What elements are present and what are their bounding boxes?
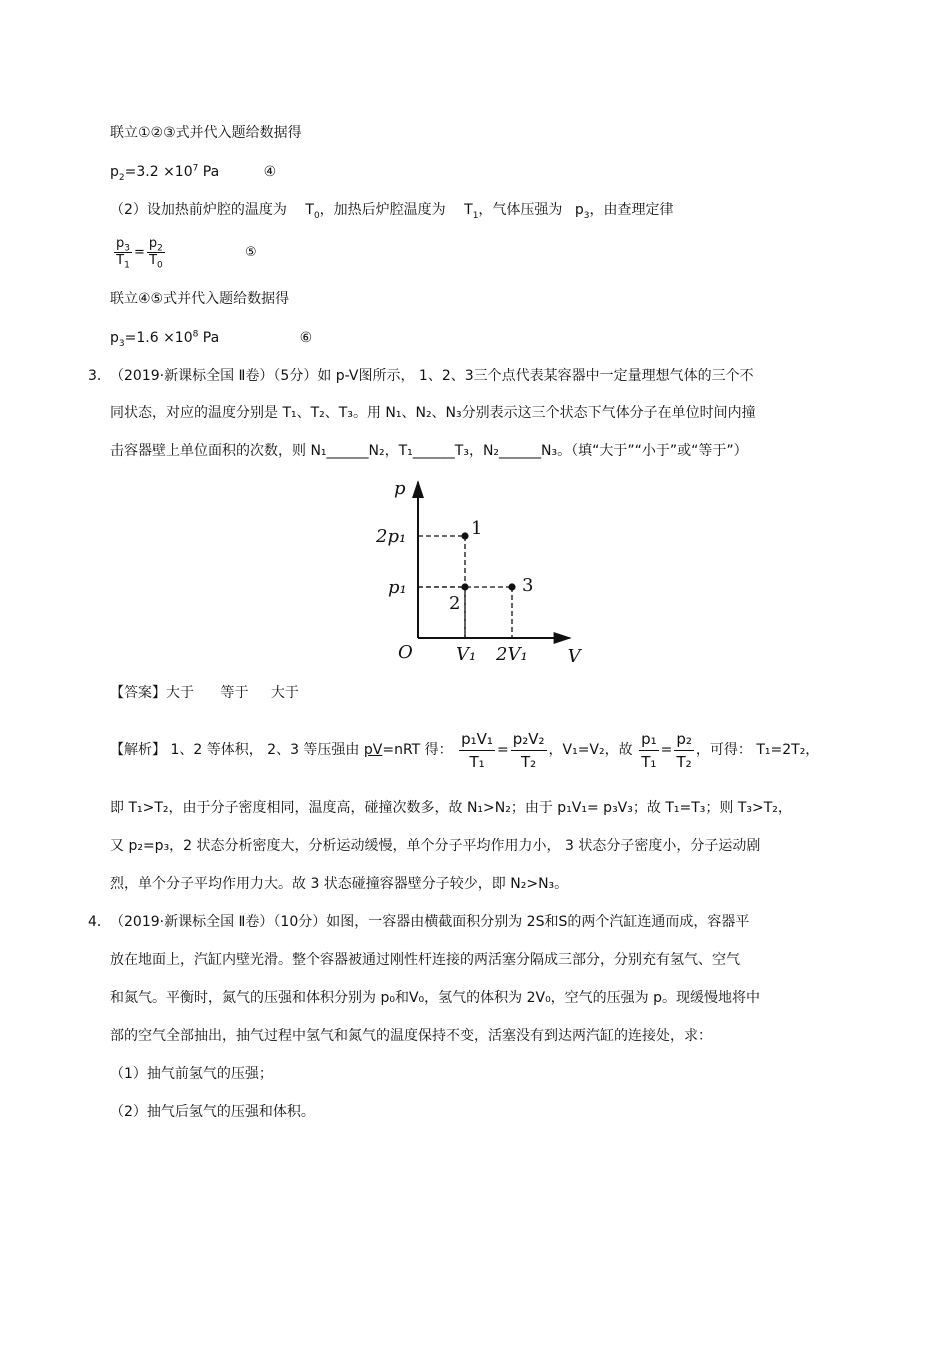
- part2-text-d: ，由查理定律: [589, 202, 674, 218]
- answer-line: [110, 683, 299, 703]
- fraction-p2-over-t0: [147, 236, 165, 269]
- t1-symbol: T: [464, 202, 473, 218]
- f5-num1-sub: 3: [124, 243, 130, 254]
- answer-label: 【答案】: [110, 685, 166, 701]
- af-equals-1: =: [496, 742, 509, 758]
- p3-subscript: 3: [583, 210, 590, 221]
- x-tick-label-1: V₁: [456, 644, 477, 665]
- answer-1: 大于: [166, 685, 194, 701]
- af1-den: T₁: [469, 752, 485, 771]
- text-line-part2-setup: [110, 200, 674, 220]
- x-axis-label: V: [567, 646, 581, 667]
- data-point-1: [461, 532, 468, 539]
- equation-number-4: ④: [263, 164, 277, 180]
- analysis-line-4: 烈，单个分子平均作用力大。故 3 状态碰撞容器壁分子较少，即 N₂>N₃。: [110, 876, 569, 892]
- af4-den: T₂: [676, 752, 692, 771]
- t0-symbol: T: [305, 202, 314, 218]
- point-label-2: 2: [449, 593, 461, 614]
- formula-charles-law: [112, 236, 257, 269]
- f5-den1-sub: 1: [124, 260, 130, 271]
- y-tick-label-2: 2p₁: [376, 526, 407, 547]
- y-axis-label: p: [394, 478, 406, 500]
- af2-den: T₂: [521, 752, 537, 771]
- origin-label: O: [398, 642, 413, 663]
- analysis-line-3: 又 p₂=p₃，2 状态分析密度大，分析运动缓慢，单个分子平均作用力小， 3 状态分子密度小，分子运动剧: [110, 838, 761, 854]
- equation-number-5: ⑤: [245, 245, 257, 260]
- analysis-line-2: 即 T₁>T₂，由于分子密度相同，温度高，碰撞次数多，故 N₁>N₂；由于 p₁V₁= p₃V₃；故 T₁=T₃；则 T₃>T₂，: [110, 800, 792, 816]
- analysis-label: 【解析】: [110, 742, 166, 758]
- fraction-p3-over-t1: [114, 236, 132, 269]
- text-line-combine-2: 联立④⑤式并代入题给数据得: [110, 291, 290, 307]
- p3r-symbol: p: [110, 330, 119, 346]
- fraction-p1-over-t1: [639, 728, 659, 773]
- p2-unit: Pa: [198, 164, 220, 180]
- af1-num: p₁V₁: [459, 728, 495, 751]
- p2-exponent: 7: [192, 163, 199, 174]
- p2-symbol: p: [110, 164, 119, 180]
- af3-den: T₁: [641, 752, 657, 771]
- question-4-line-6: （2）抽气后氢气的压强和体积。: [110, 1104, 315, 1120]
- f5-den2-sub: 0: [157, 260, 163, 271]
- analysis-text-d: ，可得： T₁=2T₂，: [695, 742, 820, 758]
- p3r-unit: Pa: [198, 330, 220, 346]
- question-4-line-5: （1）抽气前氢气的压强；: [110, 1066, 273, 1082]
- analysis-text-c: ，V₁=V₂，故: [548, 742, 633, 758]
- p3r-value: =1.6 ×10: [124, 330, 193, 346]
- question-4-number: 4．: [88, 914, 111, 930]
- analysis-text-b: =nRT 得：: [382, 742, 453, 758]
- af-equals-2: =: [660, 742, 673, 758]
- question-3-line-3: 击容器壁上单位面积的次数，则 N₁______N₂，T₁______T₃，N₂______N₃。（填“大于”“小于”或“等于”）: [110, 443, 748, 459]
- part2-text-c: ，气体压强为: [478, 202, 563, 218]
- p3-symbol: p: [574, 202, 584, 218]
- text-line-combine-1: 联立①②③式并代入题给数据得: [110, 125, 302, 141]
- t0-subscript: 0: [313, 210, 320, 221]
- text-line-p3-result: [110, 328, 312, 348]
- analysis-line-1: [110, 727, 819, 773]
- f5-den2: T: [149, 253, 158, 268]
- af4-num: p₂: [674, 728, 694, 751]
- question-4-line-4: 部的空气全部抽出，抽气过程中氢气和氮气的温度保持不变，活塞没有到达两汽缸的连接处，求：: [110, 1028, 712, 1044]
- data-point-2: [461, 583, 468, 590]
- t1-subscript: 1: [472, 210, 479, 221]
- question-3-number: 3．: [88, 368, 111, 384]
- f5-num1: p: [116, 236, 125, 251]
- p3r-subscript: 3: [118, 338, 125, 349]
- af2-num: p₂V₂: [511, 728, 547, 751]
- f5-den1: T: [116, 253, 125, 268]
- question-4-line-2: 放在地面上，汽缸内壁光滑。整个容器被通过刚性杆连接的两活塞分隔成三部分，分别充有氢气、空气: [110, 952, 740, 968]
- question-3-line-2: 同状态，对应的温度分别是 T₁、T₂、T₃。用 N₁、N₂、N₃分别表示这三个状态下气体分子在单位时间内撞: [110, 405, 756, 421]
- af3-num: p₁: [639, 728, 659, 751]
- p3r-exponent: 8: [192, 329, 199, 340]
- f5-equals: =: [134, 245, 145, 260]
- question-3-line-1: （2019·新课标全国 Ⅱ卷）（5分）如 p-V图所示， 1、2、3三个点代表某容器中一定量理想气体的三个不: [110, 368, 754, 384]
- pv-diagram: [375, 475, 590, 670]
- data-point-3: [508, 583, 515, 590]
- fraction-p1v1-over-t1: [459, 728, 495, 773]
- p2-subscript: 2: [118, 172, 125, 183]
- equation-number-6: ⑥: [299, 330, 313, 346]
- p2-value: =3.2 ×10: [124, 164, 193, 180]
- answer-2: 等于: [220, 685, 249, 701]
- point-label-1: 1: [471, 518, 483, 539]
- point-label-3: 3: [522, 575, 534, 596]
- analysis-pv: pV: [363, 742, 383, 758]
- part2-text-b: ，加热后炉腔温度为: [319, 202, 446, 218]
- part2-text-a: （2）设加热前炉腔的温度为: [110, 202, 287, 218]
- f5-num2: p: [148, 236, 158, 251]
- fraction-p2v2-over-t2: [511, 728, 547, 773]
- x-tick-label-2: 2V₁: [496, 644, 528, 665]
- question-4-line-3: 和氮气。平衡时，氮气的压强和体积分别为 p₀和V₀，氢气的体积为 2V₀，空气的压强为 p。现缓慢地将中: [110, 990, 761, 1006]
- fraction-p2-over-t2: [674, 728, 694, 773]
- y-tick-label-1: p₁: [388, 577, 407, 598]
- question-4-line-1: （2019·新课标全国 Ⅱ卷）（10分）如图，一容器由横截面积分别为 2S和S的两个汽缸连通而成，容器平: [110, 914, 750, 930]
- analysis-text-a: 1、2 等体积， 2、3 等压强由: [166, 742, 364, 758]
- text-line-p2-result: [110, 162, 276, 182]
- f5-num2-sub: 2: [157, 243, 163, 254]
- answer-3: 大于: [270, 685, 299, 701]
